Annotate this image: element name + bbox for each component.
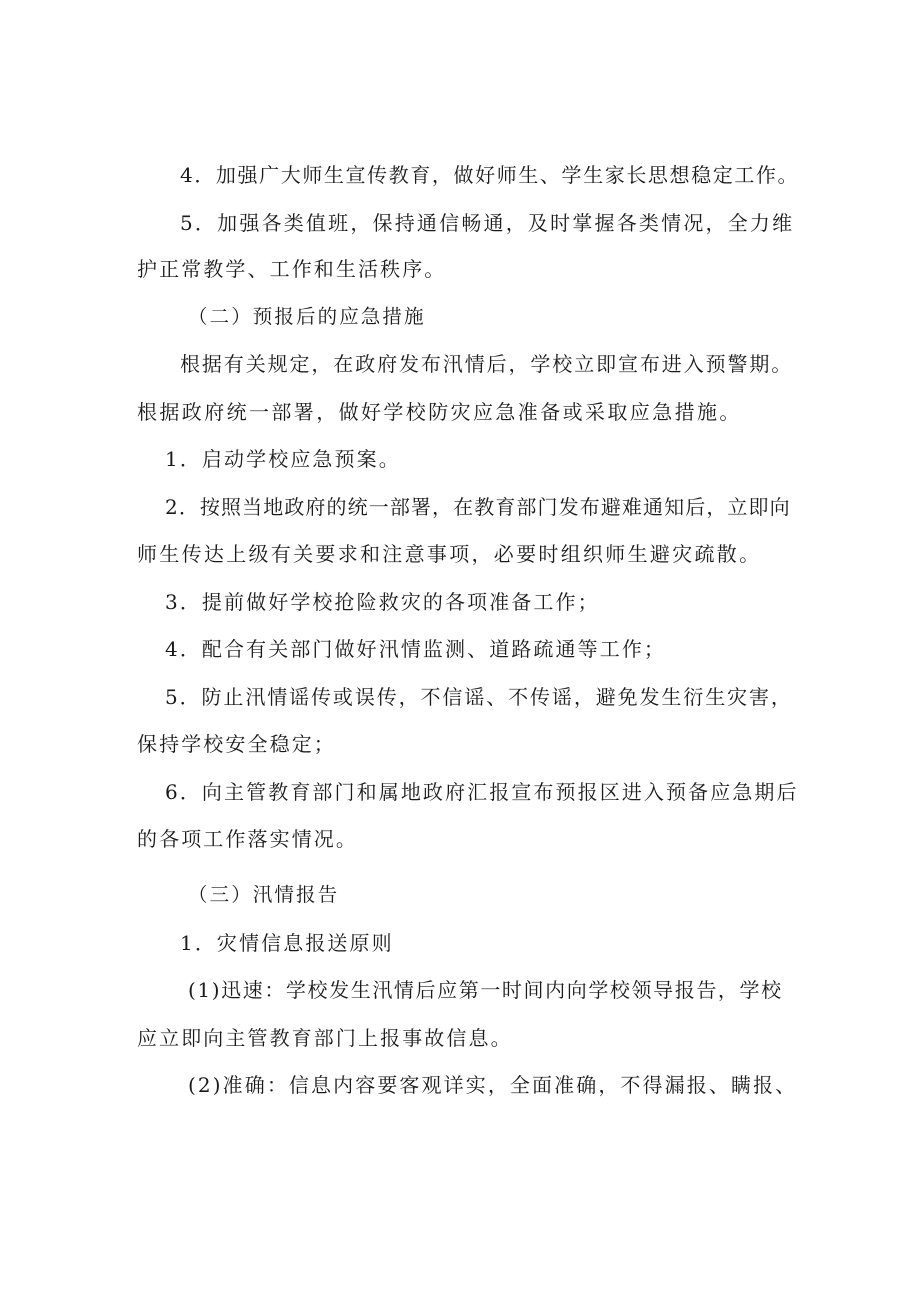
text-line: 4．加强广大师生宣传教育，做好师生、学生家长思想稳定工作。 bbox=[180, 163, 800, 187]
text-line: 2．按照当地政府的统一部署，在教育部门发布避难通知后，立即向 bbox=[165, 495, 791, 519]
text-line: 5．防止汛情谣传或误传，不信谣、不传谣，避免发生衍生灾害， bbox=[165, 685, 793, 709]
text-line: 1．启动学校应急预案。 bbox=[165, 447, 401, 471]
text-line: (2)准确：信息内容要客观详实，全面准确，不得漏报、瞒报、 bbox=[188, 1073, 798, 1097]
text-line: 根据有关规定，在政府发布汛情后，学校立即宣布进入预警期。 bbox=[180, 352, 794, 376]
text-line: 护正常教学、工作和生活秩序。 bbox=[137, 257, 447, 281]
text-line: 5．加强各类值班，保持通信畅通，及时掌握各类情况，全力维 bbox=[180, 211, 795, 235]
text-line: 1．灾情信息报送原则 bbox=[180, 931, 394, 955]
section-heading: （三）汛情报告 bbox=[188, 883, 340, 906]
text-line: 保持学校安全稳定； bbox=[137, 732, 336, 756]
text-line: 应立即向主管教育部门上报事故信息。 bbox=[137, 1026, 513, 1050]
text-line: (1)迅速：学校发生汛情后应第一时间内向学校领导报告，学校 bbox=[188, 978, 783, 1002]
text-line: 的各项工作落实情况。 bbox=[137, 827, 358, 851]
text-line: 3．提前做好学校抢险救灾的各项准备工作； bbox=[165, 590, 600, 614]
text-line: 6．向主管教育部门和属地政府汇报宣布预报区进入预备应急期后 bbox=[165, 780, 799, 804]
text-line: 师生传达上级有关要求和注意事项，必要时组织师生避灾疏散。 bbox=[137, 542, 762, 566]
text-line: 根据政府统一部署，做好学校防灾应急准备或采取应急措施。 bbox=[137, 400, 742, 424]
section-heading: （二）预报后的应急措施 bbox=[188, 305, 426, 328]
text-line: 4．配合有关部门做好汛情监测、道路疏通等工作； bbox=[165, 637, 667, 661]
